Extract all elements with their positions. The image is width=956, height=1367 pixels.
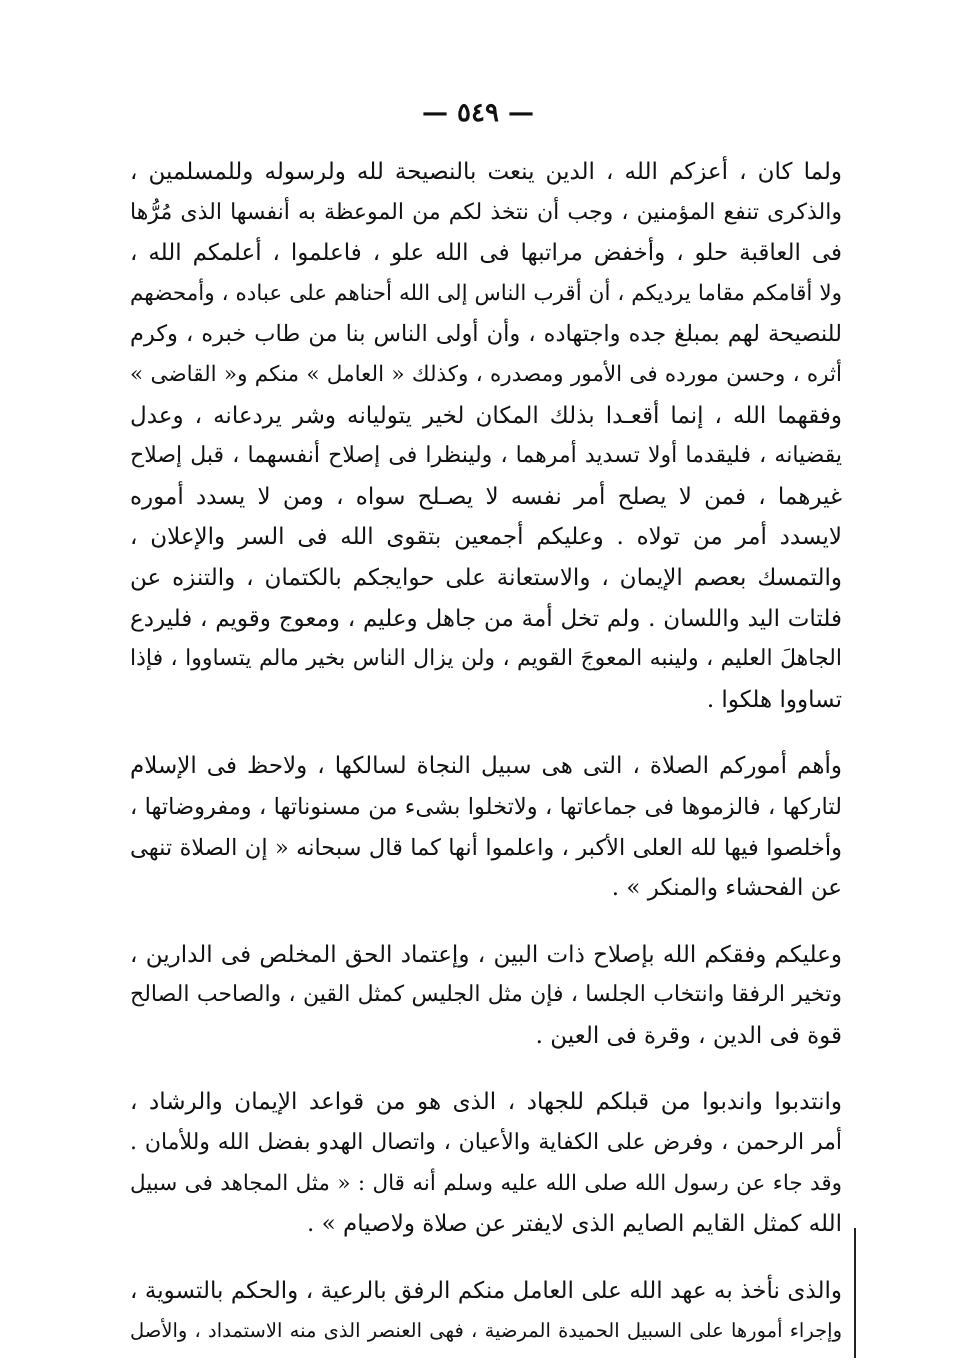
paragraph <box>130 1271 842 1352</box>
text-line: ولما كان ، أعزكم الله ، الدين ينعت بالنصيحة لله ولرسوله وللمسلمين ، <box>130 159 842 185</box>
paragraph <box>130 746 842 908</box>
text-line: الجاهلَ العليم ، ولينبه المعوجَ القويم ، ولن يزال الناس بخير مالم يتساووا ، فإذا <box>130 646 842 672</box>
margin-rule-line <box>854 1228 856 1358</box>
text-line: لايسدد أمر من تولاه . وعليكم أجمعين بتقوى الله فى السر والإعلان ، <box>130 524 842 551</box>
paragraph <box>130 152 842 720</box>
text-line: ولا أقامكم مقاما يرديكم ، أن أقرب الناس إلى الله أحناهم على عباده ، وأمحضهم <box>130 280 842 306</box>
text-line: عن الفحشاء والمنكر » . <box>611 875 842 902</box>
page-number: — ٥٤٩ — <box>421 98 535 128</box>
text-line: فى العاقبة حلو ، وأخفض مراتبها فى الله علو ، فاعلموا ، أعلمكم الله ، <box>130 240 842 267</box>
text-line: وفقهما الله ، إنما أقعـدا بذلك المكان لخير يتوليانه وشر يردعانه ، وعدل <box>130 402 842 429</box>
text-line: فلتات اليد واللسان . ولم تخل أمة من جاهل وعليم ، ومعوج وقويم ، فليردع <box>130 605 842 632</box>
text-line: غيرهما ، فمن لا يصلح أمر نفسه لا يصـلح سواه ، ومن لا يسدد أموره <box>130 483 842 510</box>
text-line: أثره ، وحسن مورده فى الأمور ومصدره ، وكذلك « العامل » منكم و« القاضى » <box>130 361 842 387</box>
text-line: قوة فى الدين ، وقرة فى العين . <box>535 1022 842 1049</box>
text-line: وانتدبوا واندبوا من قبلكم للجهاد ، الذى هو من قواعد الإيمان والرشاد ، <box>130 1089 842 1116</box>
text-line: وأهم أموركم الصلاة ، التى هى سبيل النجاة لسالكها ، ولاحظ فى الإسلام <box>130 753 842 780</box>
text-line: وقد جاء عن رسول الله صلى الله عليه وسلم أنه قال : « مثل المجاهد فى سبيل <box>130 1170 842 1196</box>
text-line: والذكرى تنفع المؤمنين ، وجب أن نتخذ لكم من الموعظة به أنفسها الذى مُرُّها <box>130 199 842 225</box>
text-line: لتاركها ، فالزموها فى جماعاتها ، ولاتخلوا بشىء من مسنوناتها ، ومفروضاتها ، <box>130 793 842 820</box>
text-line: للنصيحة لهم بمبلغ جده واجتهاده ، وأن أولى الناس بنا من طاب خبره ، وكرم <box>130 321 842 348</box>
text-line: يقضيانه ، فليقدما أولا تسديد أمرهما ، ولينظرا فى إصلاح أنفسهما ، قبل إصلاح <box>130 443 842 469</box>
text-line: تساووا هلكوا . <box>706 686 842 713</box>
text-line: وتخير الرفقا وانتخاب الجلسا ، فإن مثل الجليس كمثل القين ، والصاحب الصالح <box>130 982 842 1008</box>
text-line: وأخلصوا فيها لله العلى الأكبر ، واعلموا أنها كما قال سبحانه « إن الصلاة تنهى <box>130 834 842 861</box>
text-line: والذى نأخذ به عهد الله على العامل منكم الرفق بالرعية ، والحكم بالتسوية ، <box>130 1277 842 1304</box>
text-line: وإجراء أمورها على السبيل الحميدة المرضية ، فهى العنصر الذى منه الاستمداد ، والأصل <box>130 1319 842 1343</box>
body-text <box>130 152 842 1352</box>
text-line: والتمسك بعصم الإيمان ، والاستعانة على حوايجكم بالكتمان ، والتنزه عن <box>130 564 842 591</box>
paragraph <box>130 935 842 1057</box>
text-line: الله كمثل القايم الصايم الذى لايفتر عن صلاة ولاصيام » . <box>307 1211 842 1238</box>
paragraph <box>130 1082 842 1244</box>
text-line: وعليكم وفقكم الله بإصلاح ذات البين ، وإعتماد الحق المخلص فى الدارين ، <box>130 941 842 968</box>
text-line: أمر الرحمن ، وفرض على الكفاية والأعيان ، واتصال الهدو بفضل الله وللأمان . <box>130 1130 842 1156</box>
